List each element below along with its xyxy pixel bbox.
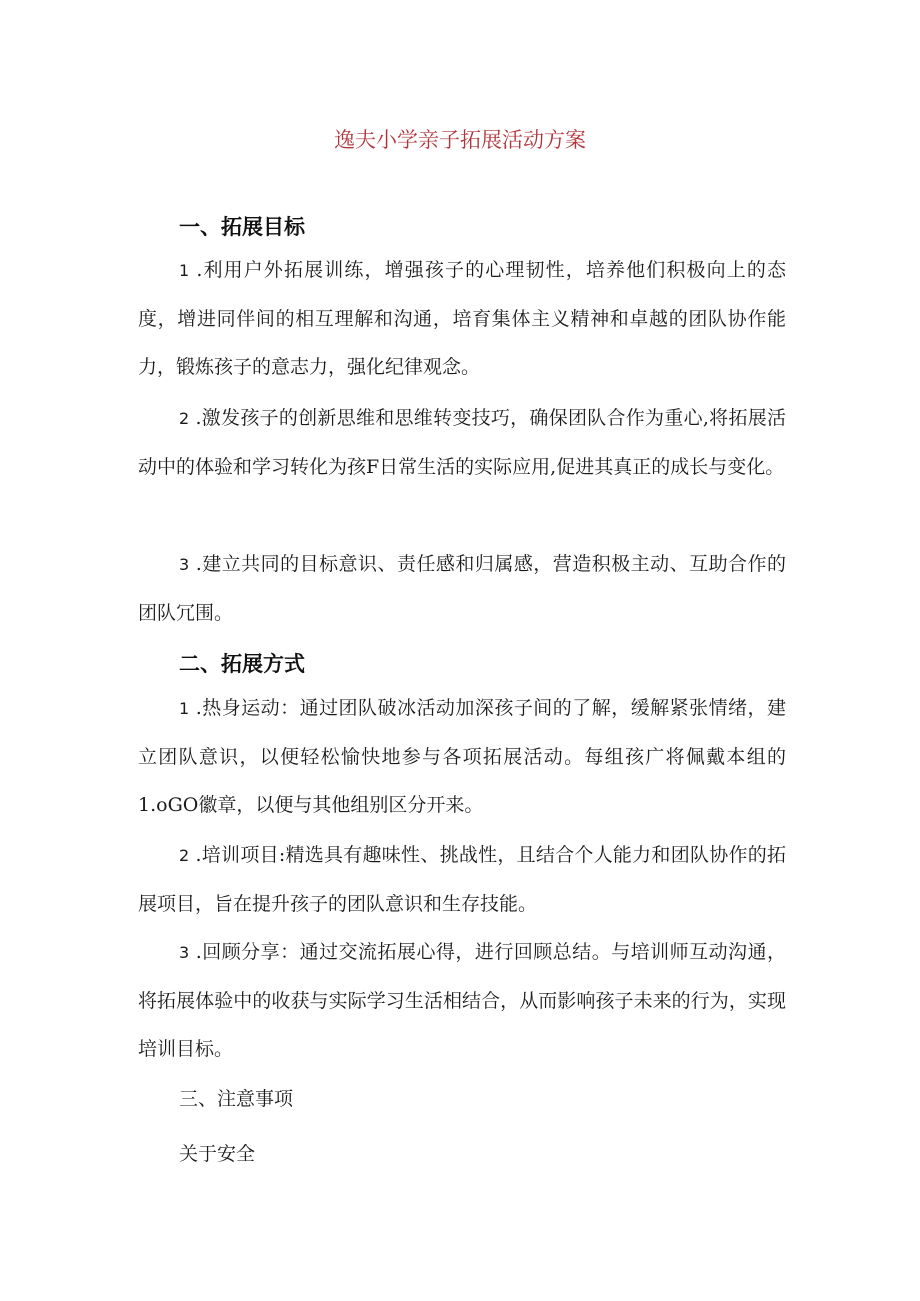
- method-item-1-number: 1: [179, 699, 190, 718]
- goal-item-1-text: .利用户外拓展训练，增强孩子的心理韧性，培养他们积极向上的态度，增进同伴间的相互理解和沟通，培育集体主义精神和卓越的团队协作能力，锻炼孩子的意志力，强化纪律观念。: [138, 259, 786, 378]
- document-title: 逸夫小学亲子拓展活动方案: [334, 128, 586, 152]
- goal-item-3-number: 3: [179, 555, 190, 574]
- goal-item-1: [138, 246, 786, 391]
- section-heading-methods: 二、拓展方式: [179, 652, 305, 676]
- method-item-3-number: 3: [179, 943, 190, 962]
- goal-item-3: [138, 540, 786, 637]
- section-heading-goals: 一、拓展目标: [179, 215, 305, 239]
- goal-item-2-text: .激发孩子的创新思维和思维转变技巧，确保团队合作为重心,将拓展活动中的体验和学习转化为孩F日常生活的实际应用,促进其真正的成长与变化。: [138, 407, 786, 478]
- method-item-1: [138, 684, 786, 829]
- goal-item-3-text: .建立共同的目标意识、责任感和归属感，营造积极主动、互助合作的团队冗围。: [138, 553, 786, 624]
- method-item-2: [138, 831, 786, 928]
- goal-item-1-number: 1: [179, 261, 190, 280]
- section-heading-notes: 三、注意事项: [179, 1088, 294, 1110]
- goal-item-2: [138, 394, 786, 491]
- subheading-safety: 关于安全: [179, 1143, 256, 1165]
- method-item-2-number: 2: [179, 846, 190, 865]
- method-item-3: [138, 928, 786, 1073]
- goal-item-2-number: 2: [179, 409, 190, 428]
- method-item-3-text: .回顾分享：通过交流拓展心得，进行回顾总结。与培训师互动沟通，将拓展体验中的收获与实际学习生活相结合，从而影响孩子未来的行为，实现培训目标。: [138, 941, 786, 1060]
- method-item-1-text: .热身运动：通过团队破冰活动加深孩子间的了解，缓解紧张情绪，建立团队意识，以便轻松愉快地参与各项拓展活动。每组孩广将佩戴本组的1.oGO徽章，以便与其他组别区分开来。: [138, 697, 786, 816]
- method-item-2-text: .培训项目:精选具有趣味性、挑战性，且结合个人能力和团队协作的拓展项目，旨在提升孩子的团队意识和生存技能。: [138, 844, 786, 915]
